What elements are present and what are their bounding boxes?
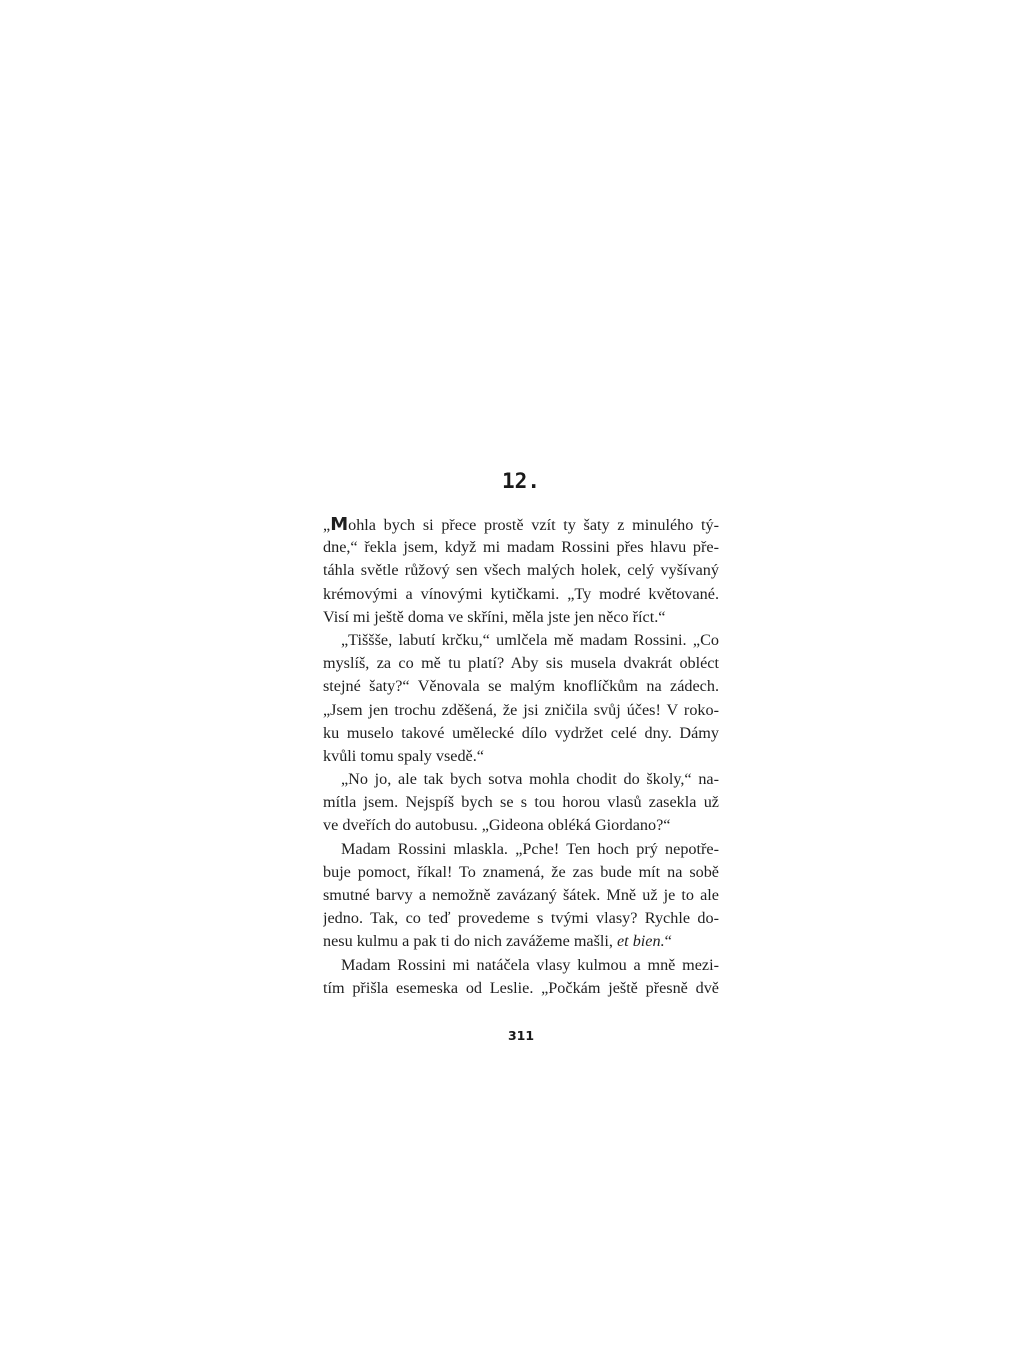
page-number: 311	[507, 1028, 535, 1043]
text-line: ku muselo takové umělecké dílo vydržet celé dny. Dámy	[323, 723, 719, 742]
body-text	[323, 513, 719, 1000]
text-line: Madam Rossini mi natáčela vlasy kulmou a mně mezi-	[341, 955, 719, 974]
text-line: „Tiššše, labutí krčku,“ umlčela mě madam Rossini. „Co	[341, 630, 719, 649]
text-line: „No jo, ale tak bych sotva mohla chodit do školy,“ na-	[341, 770, 719, 789]
text-line-content: nesu kulmu a pak ti do nich zavážeme mašli,	[323, 932, 613, 951]
text-line: ve dveřích do autobusu. „Gideona obléká Giordano?“	[323, 816, 671, 835]
text-line: táhla světle růžový sen všech malých holek, celý vyšívaný	[323, 561, 719, 580]
text-line: kvůli tomu spaly vsedě.“	[323, 746, 484, 765]
text-line	[323, 930, 719, 953]
text-line: krémovými a vínovými kytičkami. „Ty modré květované.	[323, 584, 719, 603]
text-line: buje pomoct, říkal! To znamená, že zas bude mít na sobě	[323, 862, 719, 881]
chapter-number: 12.	[502, 469, 540, 493]
text-line-content: ohla bych si přece prostě vzít ty šaty z minulého tý-	[348, 516, 719, 534]
text-line: „Jsem jen trochu zděšená, že jsi zničila svůj účes! V roko-	[323, 700, 719, 719]
text-line: mítla jsem. Nejspíš bych se s tou horou vlasů zasekla už	[323, 793, 719, 812]
drop-cap: M	[330, 514, 349, 535]
opening-quote: „	[323, 516, 331, 534]
text-line: Madam Rossini mlaskla. „Pche! Ten hoch prý nepotře-	[341, 839, 719, 858]
text-line: Visí mi ještě doma ve skříni, měla jste jen něco říct.“	[323, 607, 666, 626]
text-line	[323, 513, 719, 536]
closing-quote: “	[664, 932, 672, 951]
text-line: jedno. Tak, co teď provedeme s tvými vlasy? Rychle do-	[323, 909, 719, 928]
text-line: dne,“ řekla jsem, když mi madam Rossini přes hlavu pře-	[323, 538, 719, 557]
text-line: smutné barvy a nemožně zavázaný šátek. Mně už je to ale	[323, 886, 719, 904]
text-line: tím přišla esemeska od Leslie. „Počkám ještě přesně dvě	[323, 978, 719, 997]
text-line: stejné šaty?“ Věnovala se malým knoflíčkům na zádech.	[323, 677, 719, 696]
text-line: myslíš, za co mě tu platí? Aby sis musela dvakrát obléct	[323, 654, 719, 673]
italic-phrase: et bien.	[616, 932, 665, 951]
